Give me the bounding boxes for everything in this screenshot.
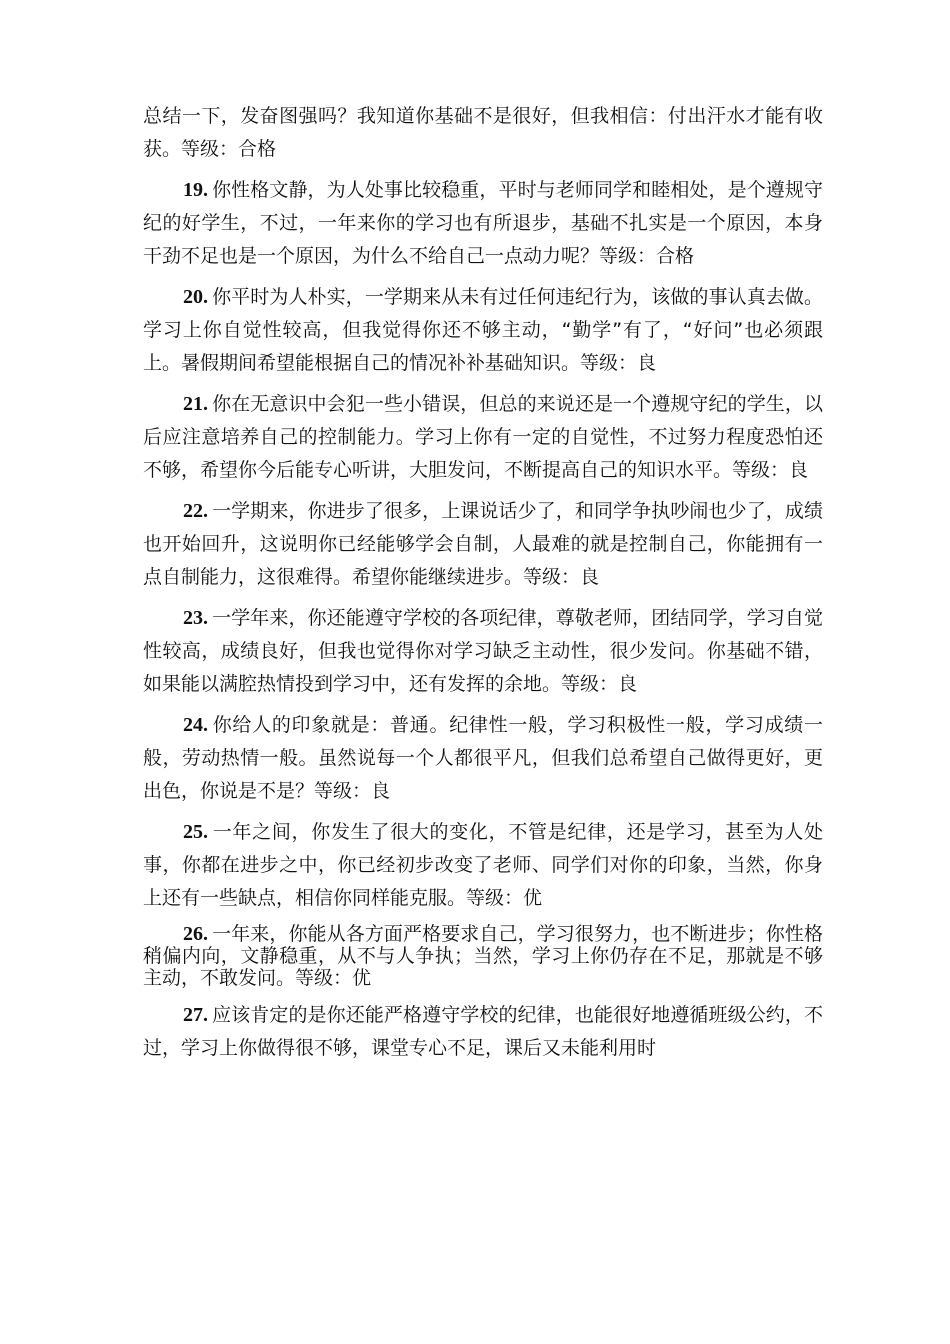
paragraph-text: 你平时为人朴实，一学期来从未有过任何违纪行为，该做的事认真去做。学习上你自觉性较高，但我觉得你还不够主动，“勤学”有了，“好问”也必须跟上。暑假期间希望能根据自己的情况补补基础知识。等级：良: [143, 286, 823, 374]
comment-paragraph-27: [143, 999, 823, 1065]
comment-paragraph-19: [143, 174, 823, 273]
paragraph-number: 21.: [183, 393, 208, 415]
document-page: [143, 100, 823, 1073]
comment-paragraph-22: [143, 495, 823, 594]
comment-paragraph-23: [143, 602, 823, 701]
comment-paragraph-25: [143, 816, 823, 915]
paragraph-text: 你性格文静，为人处事比较稳重，平时与老师同学和睦相处，是个遵规守纪的好学生，不过，一年来你的学习也有所退步，基础不扎实是一个原因，本身干劲不足也是一个原因，为什么不给自己一点动力呢？等级：合格: [143, 179, 823, 267]
paragraph-text: 你在无意识中会犯一些小错误，但总的来说还是一个遵规守纪的学生，以后应注意培养自己的控制能力。学习上你有一定的自觉性，不过努力程度恐怕还不够，希望你今后能专心听讲，大胆发问，不断提高自己的知识水平。等级：良: [143, 393, 823, 481]
paragraph-text: 一学年来，你还能遵守学校的各项纪律，尊敬老师，团结同学，学习自觉性较高，成绩良好，但我也觉得你对学习缺乏主动性，很少发问。你基础不错，如果能以满腔热情投到学习中，还有发挥的余地。等级：良: [143, 607, 823, 695]
paragraph-text: 一年来，你能从各方面严格要求自己，学习很努力，也不断进步；你性格稍偏内向，文静稳重，从不与人争执；当然，学习上你仍存在不足，那就是不够主动，不敢发问。等级：优: [143, 923, 823, 989]
paragraph-number: 19.: [183, 179, 208, 201]
comment-paragraph-26: [143, 923, 823, 989]
paragraph-number: 20.: [183, 286, 208, 308]
paragraph-number: 26.: [183, 923, 208, 945]
paragraph-number: 24.: [183, 714, 208, 736]
comment-paragraph-20: [143, 281, 823, 380]
paragraph-number: 23.: [183, 607, 208, 629]
paragraph-text: 总结一下，发奋图强吗？我知道你基础不是很好，但我相信：付出汗水才能有收获。等级：合格: [143, 105, 823, 160]
comment-paragraph-continued: [143, 100, 823, 166]
paragraph-number: 25.: [183, 821, 208, 843]
paragraph-text: 应该肯定的是你还能严格遵守学校的纪律，也能很好地遵循班级公约，不过，学习上你做得很不够，课堂专心不足，课后又未能利用时: [143, 1004, 823, 1059]
paragraph-text: 一学期来，你进步了很多，上课说话少了，和同学争执吵闹也少了，成绩也开始回升，这说明你已经能够学会自制，人最难的就是控制自己，你能拥有一点自制能力，这很难得。希望你能继续进步。等级：良: [143, 500, 823, 588]
paragraph-text: 一年之间，你发生了很大的变化，不管是纪律，还是学习，甚至为人处事，你都在进步之中，你已经初步改变了老师、同学们对你的印象，当然，你身上还有一些缺点，相信你同样能克服。等级：优: [143, 821, 823, 909]
paragraph-number: 27.: [183, 1004, 208, 1026]
comment-paragraph-24: [143, 709, 823, 808]
paragraph-number: 22.: [183, 500, 208, 522]
comment-paragraph-21: [143, 388, 823, 487]
paragraph-text: 你给人的印象就是：普通。纪律性一般，学习积极性一般，学习成绩一般，劳动热情一般。虽然说每一个人都很平凡，但我们总希望自己做得更好，更出色，你说是不是？等级：良: [143, 714, 823, 802]
